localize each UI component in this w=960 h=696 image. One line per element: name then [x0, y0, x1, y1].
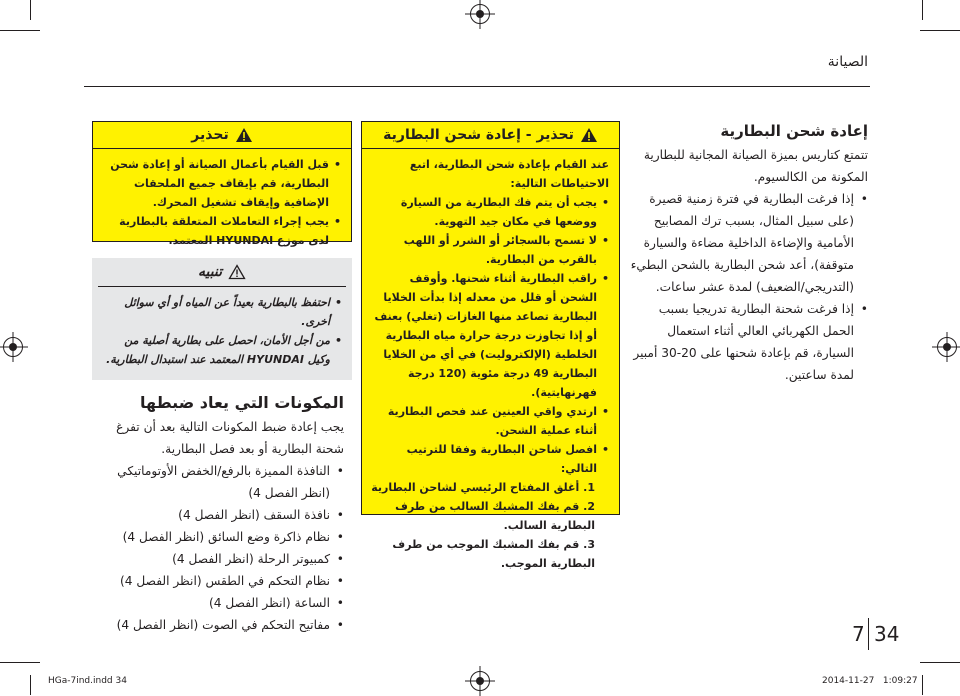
list-item: • راقب البطارية أثناء شحنها. وأوقف الشحن أو قلل من معدله إذا بدأت الخلايا البطارية تصاعد منها الغازات (تغلي) بعنف أو إذا تجاوزت درجة حرارة مياه البطارية الخلطية (الإلكتروليت) في أي من الخلايا البطارية 49 درجة مئوية (120 درجة فهرنهايتية).	[370, 269, 609, 402]
footer-file-name: HGa-7ind.indd 34	[48, 676, 127, 686]
notice-title: تنبيه	[197, 264, 223, 280]
warning-intro: عند القيام بإعادة شحن البطارية، اتبع الاحتياطات التالية:	[409, 158, 609, 190]
warning-header	[362, 122, 619, 149]
crop-mark	[0, 30, 40, 31]
header-rule	[84, 86, 870, 87]
warning-icon	[235, 127, 253, 143]
list-item: • إذا فرغت البطارية في فترة زمنية قصيرة (على سبيل المثال، بسبب ترك المصابيح الأمامية والإضاءة الداخلية مضاءة والسيارة متوقفة)، أعد شحن البطارية بالشحن البطيء (التدريجي/الضعيف) لمدة عشر ساعات.	[630, 188, 868, 298]
notice-box	[92, 258, 352, 380]
page-number: 34	[874, 622, 900, 646]
crop-mark	[920, 662, 960, 663]
list-item: • مفاتيح التحكم في الصوت (انظر الفصل 4)	[108, 614, 344, 636]
battery-recharge-heading: إعادة شحن البطارية	[720, 122, 868, 140]
list-item: • يجب إجراء التعاملات المتعلقة بالبطارية لدى موزع HYUNDAI المعتمد.	[101, 212, 341, 250]
right-column	[630, 120, 868, 386]
reset-items-section	[108, 392, 344, 636]
list-item: • كمبيوتر الرحلة (انظر الفصل 4)	[108, 548, 344, 570]
registration-mark-icon	[937, 337, 957, 357]
notice-body	[92, 287, 352, 375]
list-item: • الساعة (انظر الفصل 4)	[108, 592, 344, 614]
warning-body	[362, 149, 619, 579]
list-item: • يجب أن يتم فك البطارية من السيارة ووضعها في مكان جيد التهوية.	[370, 193, 609, 231]
list-item: • ارتدي واقي العينين عند فحص البطارية أثناء عملية الشحن.	[370, 402, 609, 440]
battery-charging-warning-box	[361, 121, 620, 570]
warning-icon	[580, 127, 598, 143]
list-item: • لا تسمح بالسجائر أو الشرر أو اللهب بالقرب من البطارية.	[370, 231, 609, 269]
page-number-divider	[868, 618, 869, 650]
warning-body	[93, 149, 351, 256]
list-item: • من أجل الأمان، احصل على بطارية أصلية من وكيل HYUNDAI المعتمد عند استبدال البطارية.	[102, 331, 342, 369]
list-item: • نافذة السقف (انظر الفصل 4)	[108, 504, 344, 526]
list-item: • النافذة المميزة بالرفع/الخفض الأوتوماتيكي (انظر الفصل 4)	[108, 460, 344, 504]
reset-items-heading: المكونات التي يعاد ضبطها	[140, 393, 344, 412]
crop-mark	[30, 675, 31, 695]
crop-mark	[30, 0, 31, 20]
registration-mark-icon	[470, 671, 490, 691]
caution-outline-icon	[228, 264, 246, 280]
list-item: • قبل القيام بأعمال الصيانة أو إعادة شحن البطارية، قم بإيقاف جميع الملحقات الإضافية وإيقاف تشغيل المحرك.	[101, 155, 341, 212]
list-item: • نظام التحكم في الطقس (انظر الفصل 4)	[108, 570, 344, 592]
list-item: • احتفظ بالبطارية بعيداً عن المياه أو أي سوائل أخرى.	[102, 293, 342, 331]
warning-title: تحذير - إعادة شحن البطارية	[383, 127, 574, 143]
list-item: 2. قم بفك المشبك السالب من طرف البطارية السالب.	[395, 500, 595, 532]
registration-mark-icon	[3, 337, 23, 357]
warning-header	[93, 122, 351, 149]
list-item: • افصل شاحن البطارية وفقا للترتيب التالي:	[370, 440, 609, 478]
registration-mark-icon	[470, 4, 490, 24]
list-item: • إذا فرغت شحنة البطارية تدريجيا بسبب الحمل الكهربائي العالي أثناء استعمال السيارة، قم بإعادة شحنها على 20-30 أمبير لمدة ساعتين.	[630, 298, 868, 386]
crop-mark	[922, 0, 923, 20]
notice-header	[98, 258, 346, 287]
battery-service-warning-box	[92, 121, 352, 247]
reset-items-intro: يجب إعادة ضبط المكونات التالية بعد أن تفرغ شحنة البطارية أو بعد فصل البطارية.	[116, 420, 344, 456]
section-title: الصيانة	[827, 54, 868, 70]
warning-title: تحذير	[191, 127, 229, 143]
list-item: 3. قم بفك المشبك الموجب من طرف البطارية الموجب.	[392, 538, 595, 570]
crop-mark	[0, 662, 40, 663]
list-item: • نظام ذاكرة وضع السائق (انظر الفصل 4)	[108, 526, 344, 548]
footer-timestamp: 2014-11-27 1:09:27	[822, 676, 918, 686]
chapter-number: 7	[852, 622, 865, 646]
crop-mark	[922, 675, 923, 695]
battery-recharge-intro: تتمتع كتاريس بميزة الصيانة المجانية للبطارية المكونة من الكالسيوم.	[643, 148, 868, 184]
crop-mark	[920, 30, 960, 31]
list-item: 1. أغلق المفتاح الرئيسي لشاحن البطارية	[371, 481, 595, 494]
